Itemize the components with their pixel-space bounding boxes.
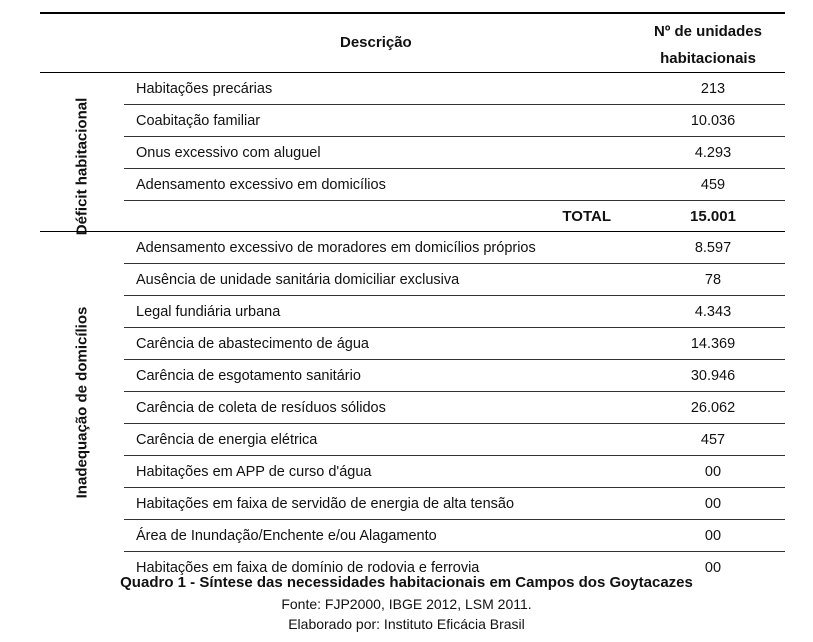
table-row <box>124 104 785 136</box>
header-units <box>638 18 778 72</box>
row-value: 459 <box>700 176 726 193</box>
total-row <box>124 200 785 231</box>
total-label: TOTAL <box>562 207 611 225</box>
table-row <box>124 73 785 104</box>
row-description: Carência de energia elétrica <box>136 431 318 448</box>
group-deficit <box>40 72 785 236</box>
row-value: 30.946 <box>690 367 736 384</box>
row-description: Ausência de unidade sanitária domiciliar exclusiva <box>136 271 460 288</box>
group-label-inadequacy: Inadequação de domicílios <box>73 306 91 499</box>
row-description: Legal fundiária urbana <box>136 303 281 320</box>
caption-source: Fonte: FJP2000, IBGE 2012, LSM 2011. <box>281 596 532 612</box>
table-row <box>124 487 785 519</box>
row-value: 4.293 <box>694 144 732 161</box>
row-value: 4.343 <box>694 303 732 320</box>
row-value: 213 <box>700 80 726 97</box>
row-description: Adensamento excessivo de moradores em domicílios próprios <box>136 239 536 256</box>
row-value: 00 <box>704 463 722 480</box>
row-description: Carência de coleta de resíduos sólidos <box>136 399 386 416</box>
row-description: Habitações em APP de curso d'água <box>136 463 372 480</box>
header-units-line1: Nº de unidades <box>654 23 762 40</box>
table-row <box>124 519 785 551</box>
row-value: 10.036 <box>690 112 736 129</box>
caption-title: Quadro 1 - Síntese das necessidades habitacionais em Campos dos Goytacazes <box>120 574 693 591</box>
group-rows-deficit <box>124 73 785 231</box>
caption-author: Elaborado por: Instituto Eficácia Brasil <box>288 616 525 632</box>
row-description: Coabitação familiar <box>136 112 261 129</box>
table-row <box>124 263 785 295</box>
row-description: Adensamento excessivo em domicílios <box>136 176 386 193</box>
table-row <box>124 359 785 391</box>
row-value: 00 <box>704 559 722 576</box>
row-value: 00 <box>704 495 722 512</box>
table-row <box>124 232 785 263</box>
table-row <box>124 423 785 455</box>
row-value: 00 <box>704 527 722 544</box>
row-value: 457 <box>700 431 726 448</box>
table-row <box>124 136 785 168</box>
row-value: 8.597 <box>694 239 732 256</box>
group-rows-inadequacy <box>124 232 785 583</box>
row-value: 26.062 <box>690 399 736 416</box>
total-value: 15.001 <box>690 207 736 225</box>
row-description: Onus excessivo com aluguel <box>136 144 321 161</box>
header-description: Descrição <box>340 34 412 51</box>
table-row <box>124 168 785 200</box>
group-label-deficit: Déficit habitacional <box>73 97 91 236</box>
group-inadequacy <box>40 231 785 583</box>
row-description: Habitações precárias <box>136 80 273 97</box>
row-value: 78 <box>704 271 722 288</box>
row-description: Habitações em faixa de domínio de rodovia e ferrovia <box>136 559 480 576</box>
row-description: Carência de esgotamento sanitário <box>136 367 361 384</box>
table-row <box>124 455 785 487</box>
row-description: Área de Inundação/Enchente e/ou Alagamento <box>136 527 437 544</box>
row-description: Habitações em faixa de servidão de energia de alta tensão <box>136 495 515 512</box>
table-row <box>124 327 785 359</box>
housing-needs-table <box>40 12 785 583</box>
table-row <box>124 391 785 423</box>
table-row <box>124 295 785 327</box>
header-units-line2: habitacionais <box>660 50 756 67</box>
row-description: Carência de abastecimento de água <box>136 335 369 352</box>
table-header <box>40 12 785 72</box>
row-value: 14.369 <box>690 335 736 352</box>
